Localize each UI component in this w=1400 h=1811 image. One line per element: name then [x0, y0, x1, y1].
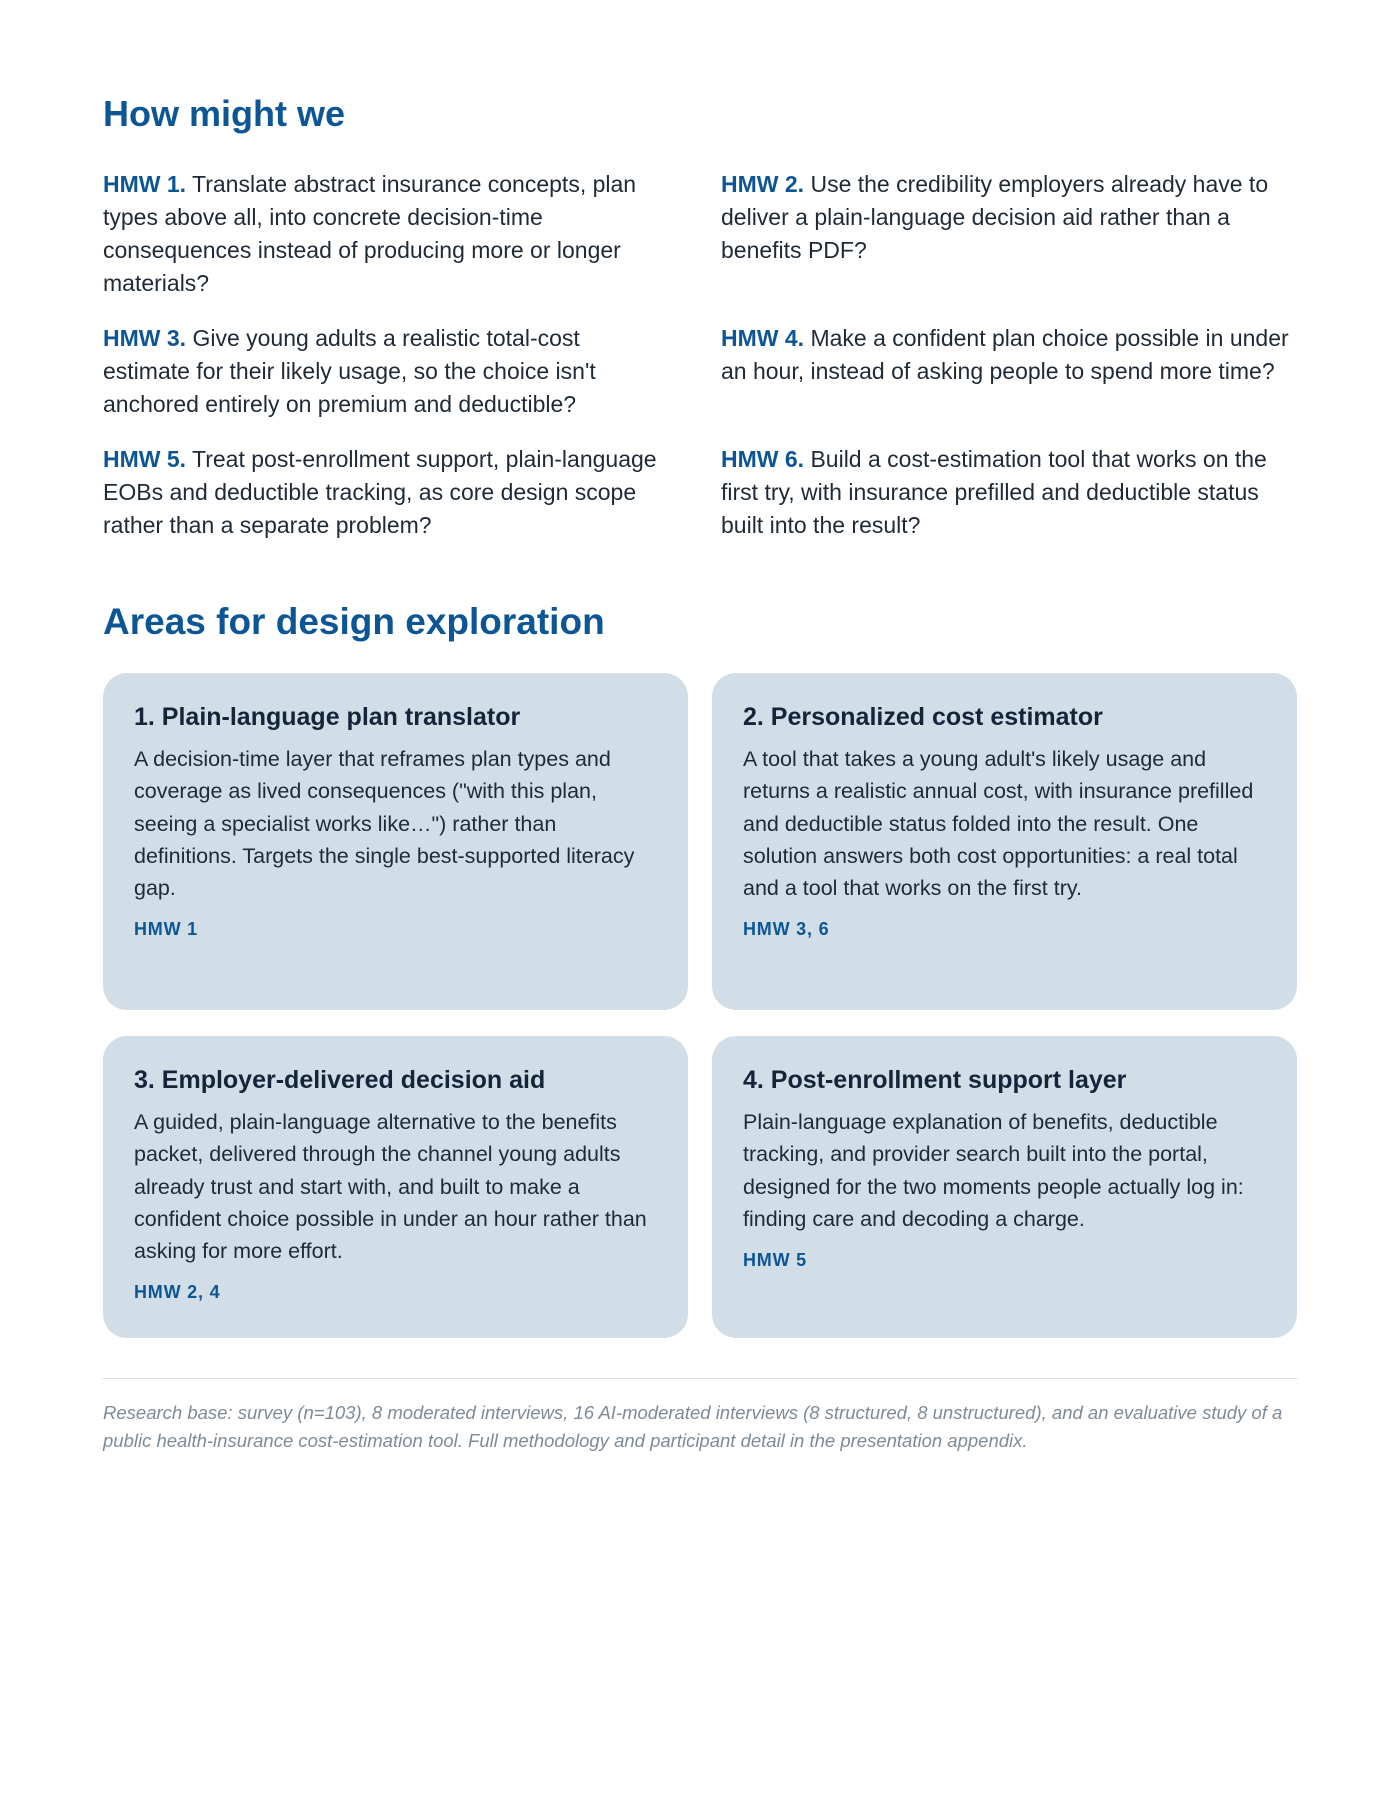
card-title: 4. Post-enrollment support layer	[743, 1066, 1127, 1094]
card-title: 2. Personalized cost estimator	[743, 703, 1103, 731]
hmw-label: HMW 3.	[103, 325, 187, 351]
hmw-label: HMW 2.	[721, 171, 805, 197]
areas-section-title: Areas for design exploration	[103, 601, 605, 642]
card-hmw-tag: HMW 3, 6	[743, 919, 830, 940]
design-area-card-2	[712, 673, 1297, 1010]
hmw-list	[103, 168, 1297, 542]
card-body: A guided, plain-language alternative to the benefits packet, delivered through the channel young adults already trust and start with, and built to make a confident choice possible in under an hour rather than asking for more effort.	[134, 1110, 647, 1264]
hmw-text: Use the credibility employers already have to deliver a plain-language decision aid rather than a benefits PDF?	[721, 171, 1269, 263]
design-area-card-1	[103, 673, 688, 1010]
research-footnote: Research base: survey (n=103), 8 moderated interviews, 16 AI-moderated interviews (8 structured, 8 unstructured), and an evaluative study of a public health-insurance cost-estimation tool. Full methodology and participant detail in the presentation appendix.	[103, 1402, 1283, 1451]
hmw-text: Give young adults a realistic total-cost estimate for their likely usage, so the choice isn't anchored entirely on premium and deductible?	[103, 325, 596, 417]
hmw-label: HMW 1.	[103, 171, 187, 197]
hmw-text: Build a cost-estimation tool that works on the first try, with insurance prefilled and deductible status built into the result?	[721, 446, 1267, 538]
card-title: 1. Plain-language plan translator	[134, 703, 521, 731]
card-body: Plain-language explanation of benefits, deductible tracking, and provider search built into the portal, designed for the two moments people actually log in: finding care and decoding a charge.	[743, 1110, 1244, 1231]
section-divider	[103, 1378, 1297, 1379]
hmw-label: HMW 6.	[721, 446, 805, 472]
hmw-item-2	[721, 168, 1297, 300]
hmw-item-1	[103, 168, 669, 300]
card-body: A decision-time layer that reframes plan types and coverage as lived consequences ("with this plan, seeing a specialist works like…") rather than definitions. Targets the single best-supported literacy gap.	[134, 747, 635, 901]
card-hmw-tag: HMW 1	[134, 919, 198, 940]
hmw-text: Treat post-enrollment support, plain-language EOBs and deductible tracking, as core design scope rather than a separate problem?	[103, 446, 657, 538]
hmw-section-title: How might we	[103, 93, 345, 134]
hmw-item-4	[721, 322, 1297, 421]
design-area-card-3	[103, 1036, 688, 1338]
card-body: A tool that takes a young adult's likely usage and returns a realistic annual cost, with insurance prefilled and deductible status folded into the result. One solution answers both cost opportunities: a real total and a tool that works on the first try.	[743, 747, 1254, 901]
card-hmw-tag: HMW 2, 4	[134, 1282, 221, 1303]
card-hmw-tag: HMW 5	[743, 1250, 807, 1271]
hmw-label: HMW 4.	[721, 325, 805, 351]
hmw-item-3	[103, 322, 669, 421]
card-title: 3. Employer-delivered decision aid	[134, 1066, 546, 1094]
hmw-text: Translate abstract insurance concepts, plan types above all, into concrete decision-time consequences instead of producing more or longer materials?	[103, 171, 637, 296]
design-area-card-4	[712, 1036, 1297, 1338]
hmw-item-6	[721, 443, 1297, 542]
hmw-label: HMW 5.	[103, 446, 187, 472]
hmw-item-5	[103, 443, 669, 542]
hmw-text: Make a confident plan choice possible in under an hour, instead of asking people to spend more time?	[721, 325, 1289, 384]
design-area-cards	[103, 673, 1297, 1338]
